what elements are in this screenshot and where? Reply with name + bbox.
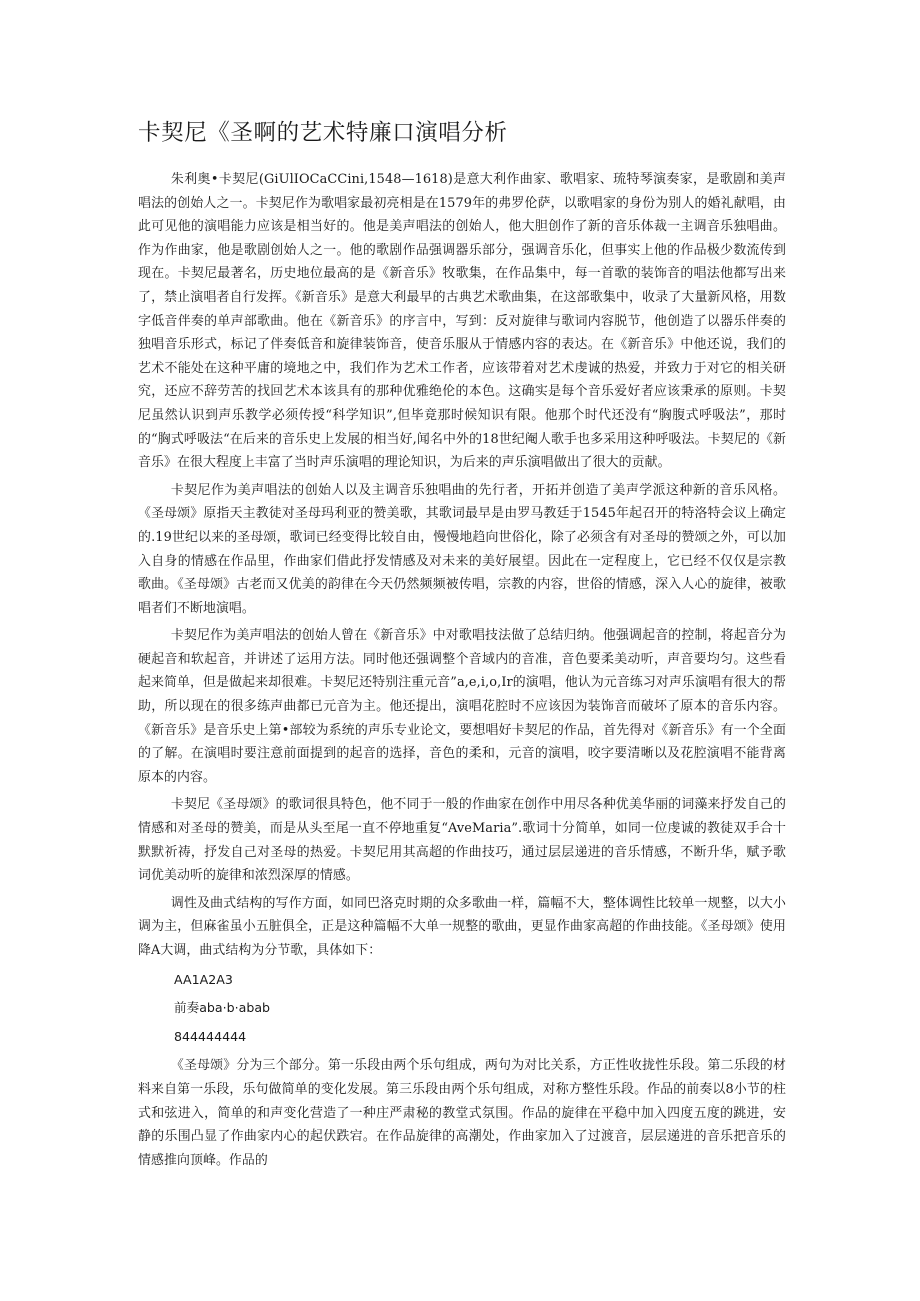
paragraph-3: 卡契尼作为美声唱法的创始人曾在《新音乐》中对歌唱技法做了总结归纳。他强调起音的控制，将起音分为硬起音和软起音，并讲述了运用方法。同时他还强调整个音域内的音准，音色要柔美动听，声音要均匀。这些看起来简单，但是做起来却很难。卡契尼还特别注重元音”a,e,i,o,Ir的演唱，他认为元音练习对声乐演唱有很大的帮助，所以现在的很多练声曲都已元音为主。他还提出，演唱花腔时不应该因为装饰音而破坏了原本的音乐内容。《新音乐》是音乐史上第•部较为系统的声乐专业论文，要想唱好卡契尼的作品，首先得对《新音乐》有一个全面的了解。在演唱时要注意前面提到的起音的选择，音色的柔和，元音的演唱，咬字要清晰以及花腔演唱不能背离原本的内容。 [138, 628, 786, 785]
paragraph-6: 《圣母颂》分为三个部分。第一乐段由两个乐句组成，两句为对比关系，方正性收拢性乐段。第二乐段的材料来自第一乐段，乐句做简单的变化发展。第三乐段由两个乐句组成，对称方整性乐段。作品的前奏以8小节的柱式和弦进入，简单的和声变化营造了一种庄严肃秘的教堂式氛围。作品的旋律在平稳中加入四度五度的跳进，安静的乐围凸显了作曲家内心的起伏跌宕。在作品旋律的高潮处，作曲家加入了过渡音，层层递进的音乐把音乐的情感推向顶峰。作品的 [138, 1058, 786, 1168]
paragraph-4: 卡契尼《圣母颂》的歌词很具特色，他不同于一般的作曲家在创作中用尽各种优美华丽的词藻来抒发自己的情感和对圣母的赞美，而是从头至尾一直不停地重复“AveMaria”.歌词十分简单，如同一位虔诚的教徒双手合十默默祈祷，抒发自己对圣母的热爱。卡契尼用其高超的作曲技巧，通过层层递进的音乐情感，不断升华，赋予歌词优美动听的旋律和浓烈深厚的情感。 [138, 797, 786, 884]
paragraph-1: 朱利奥•卡契尼(GiUlIOCaCCini,1548—1618)是意大利作曲家、歌唱家、琉特琴演奏家，是歌剧和美声唱法的创始人之一。卡契尼作为歌唱家最初亮相是在1579年的弗罗伦萨，以歌唱家的身份为别人的婚礼献唱，由此可见他的演唱能力应该是相当好的。他是美声唱法的创始人，他大胆创作了新的音乐体裁一主调音乐独唱曲。作为作曲家，他是歌剧创始人之一。他的歌剧作品强调器乐部分，强调音乐化，但事实上他的作品极少数流传到现在。卡契尼最著名，历史地位最高的是《新音乐》牧歌集，在作品集中，每一首歌的装饰音的唱法他都写出来了，禁止演唱者自行发挥。《新音乐》是意大利最早的古典艺术歌曲集，在这部歌集中，收录了大量新风格，用数字低音伴奏的单声部歌曲。他在《新音乐》的序言中，写到：反对旋律与歌词内容脱节，他创造了以器乐伴奏的独唱音乐形式，标记了伴奏低音和旋律装饰音，使音乐服从于情感内容的表达。在《新音乐》中他还说，我们的艺术不能处在这种平庸的境地之中，我们作为艺术工作者，应该带着对艺术虔诚的热爱，并致力于对它的相关研究，还应不辞劳苦的找回艺术本该具有的那种优雅绝伦的本色。这确实是每个音乐爱好者应该秉承的原则。卡契尼虽然认识到声乐教学必须传授“科学知识”,但毕竟那时候知识有限。他那个时代还没有“胸腹式呼吸法”，那时的“胸式呼吸法“在后来的音乐史上发展的相当好,闻名中外的18世纪阉人歌手也多采用这种呼吸法。卡契尼的《新音乐》在很大程度上丰富了当时声乐演唱的理论知识，为后来的声乐演唱做出了很大的贡献。 [138, 172, 786, 471]
document-page [138, 115, 786, 1176]
structure-line-measures: 844444444 [174, 1028, 247, 1044]
structure-line-sections: AA1A2A3 [174, 971, 233, 987]
document-title: 卡契尼《圣啊的艺术特廉口演唱分析 [138, 120, 508, 146]
structure-line-phrases: 前奏aba·b·abab [174, 1000, 271, 1016]
paragraph-2: 卡契尼作为美声唱法的创始人以及主调音乐独唱曲的先行者，开拓并创造了美声学派这种新的音乐风格。《圣母颂》原指天主教徒对圣母玛利亚的赞美歌，其歌词最早是由罗马教廷于1545年起召开的特洛特会议上确定的.19世纪以来的圣母颂，歌词已经变得比较自由，慢慢地趋向世俗化，除了必须含有对圣母的赞颂之外，可以加入自身的情感在作品里，作曲家们借此抒发情感及对未来的美好展望。因此在一定程度上，它已经不仅仅是宗教歌曲。《圣母颂》古老而又优美的韵律在今天仍然频频被传唱，宗教的内容，世俗的情感，深入人心的旋律，被歌唱者们不断地演唱。 [138, 482, 786, 616]
paragraph-5: 调性及曲式结构的写作方面，如同巴洛克时期的众多歌曲一样，篇幅不大，整体调性比较单一规整，以大小调为主，但麻雀虽小五脏俱全，正是这种篇幅不大单一规整的歌曲，更显作曲家高超的作曲技能。《圣母颂》使用降A大调，曲式结构为分节歌，具体如下： [138, 895, 786, 958]
